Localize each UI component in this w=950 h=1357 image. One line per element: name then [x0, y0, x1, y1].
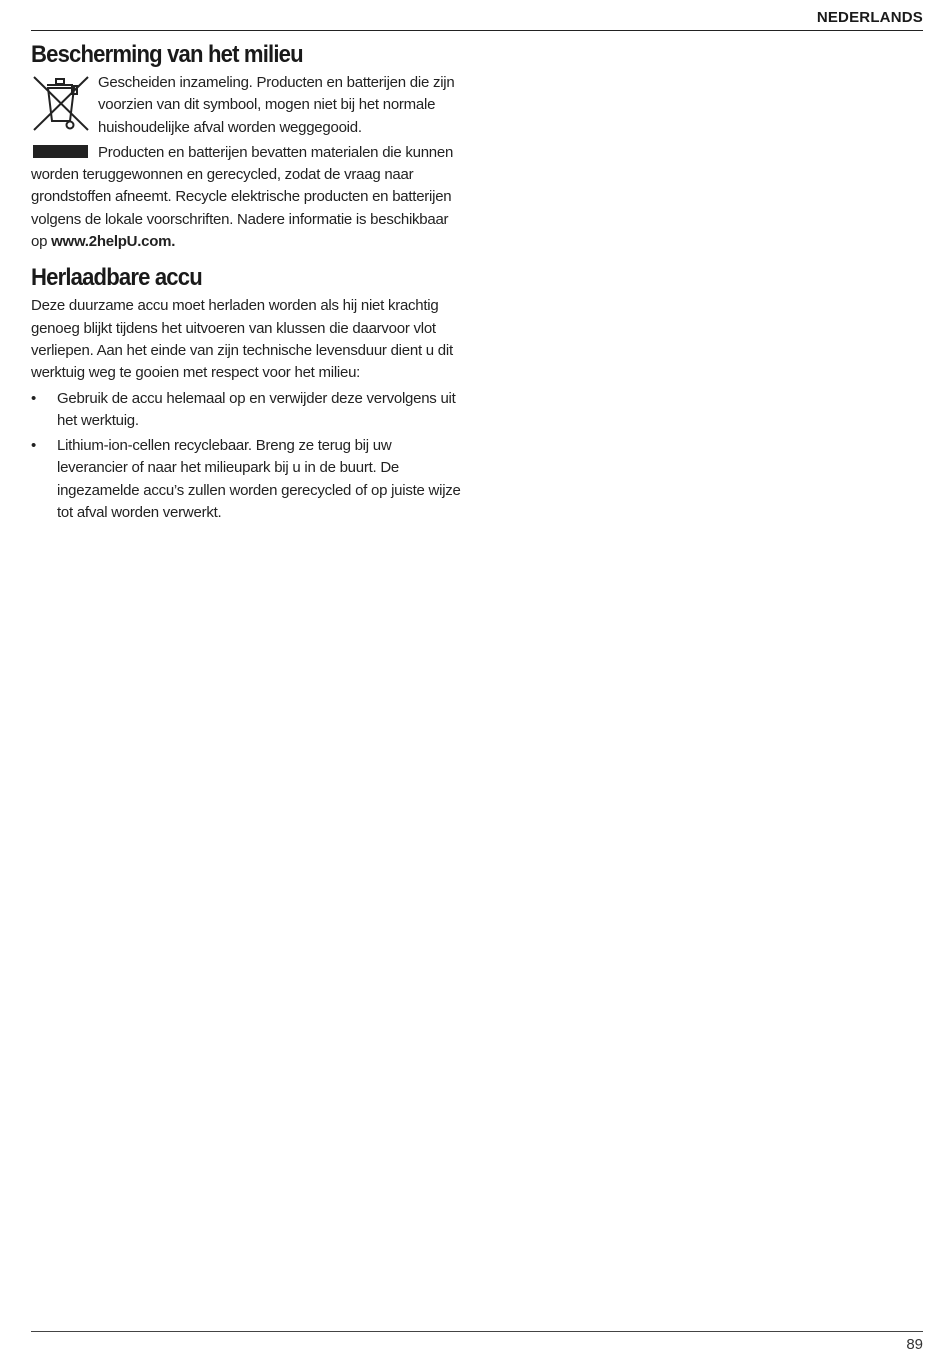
- section-title-rechargeable: Herlaadbare accu: [31, 264, 202, 292]
- page-number: 89: [906, 1336, 923, 1353]
- weee-block: [31, 72, 463, 139]
- list-item-text: Lithium-ion-cellen recyclebaar. Breng ze terug bij uw leverancier of naar het milieupark bij u in de buurt. De ingezamelde accu’s zullen worden gerecycled of op juiste wijze tot afval worden verwerkt.: [57, 437, 461, 522]
- list-item-text: Gebruik de accu helemaal op en verwijder deze vervolgens uit het werktuig.: [57, 389, 456, 429]
- black-bar-mark: [33, 145, 88, 158]
- header-rule: [31, 30, 923, 31]
- bullet-icon: •: [31, 437, 37, 455]
- footer-rule: [31, 1331, 923, 1332]
- recycling-paragraph: [31, 142, 463, 253]
- section-title-environment: Bescherming van het milieu: [31, 41, 303, 68]
- bullet-list: [31, 388, 463, 525]
- crossed-out-wheelie-bin-icon: [31, 74, 91, 132]
- section-rechargeable: [31, 263, 463, 524]
- rechargeable-paragraph: Deze duurzame accu moet herladen worden als hij niet krachtig genoeg blijkt tijdens het uitvoeren van klussen die daarvoor vlot verliepen. Aan het einde van zijn technische levensduur dient u dit werktuig weg te gooien met respect voor het milieu:: [31, 297, 453, 382]
- header-language: NEDERLANDS: [816, 9, 923, 26]
- list-item: [31, 435, 463, 524]
- separate-collection-text: Gescheiden inzameling. Producten en batterijen die zijn voorzien van dit symbool, mogen niet bij het normale huishoudelijke afval worden weggegooid.: [98, 74, 455, 136]
- bullet-icon: •: [31, 389, 37, 407]
- website-link[interactable]: www.2helpU.com.: [51, 233, 176, 251]
- content-column: [31, 40, 463, 527]
- recycling-text: Producten en batterijen bevatten materialen die kunnen worden teruggewonnen en gerecycled, zodat de vraag naar grondstoffen afneemt. Recycle elektrische producten en batterijen volgens de lokale voorschriften. Nadere informatie is beschikbaar op: [31, 143, 454, 251]
- list-item: [31, 388, 463, 433]
